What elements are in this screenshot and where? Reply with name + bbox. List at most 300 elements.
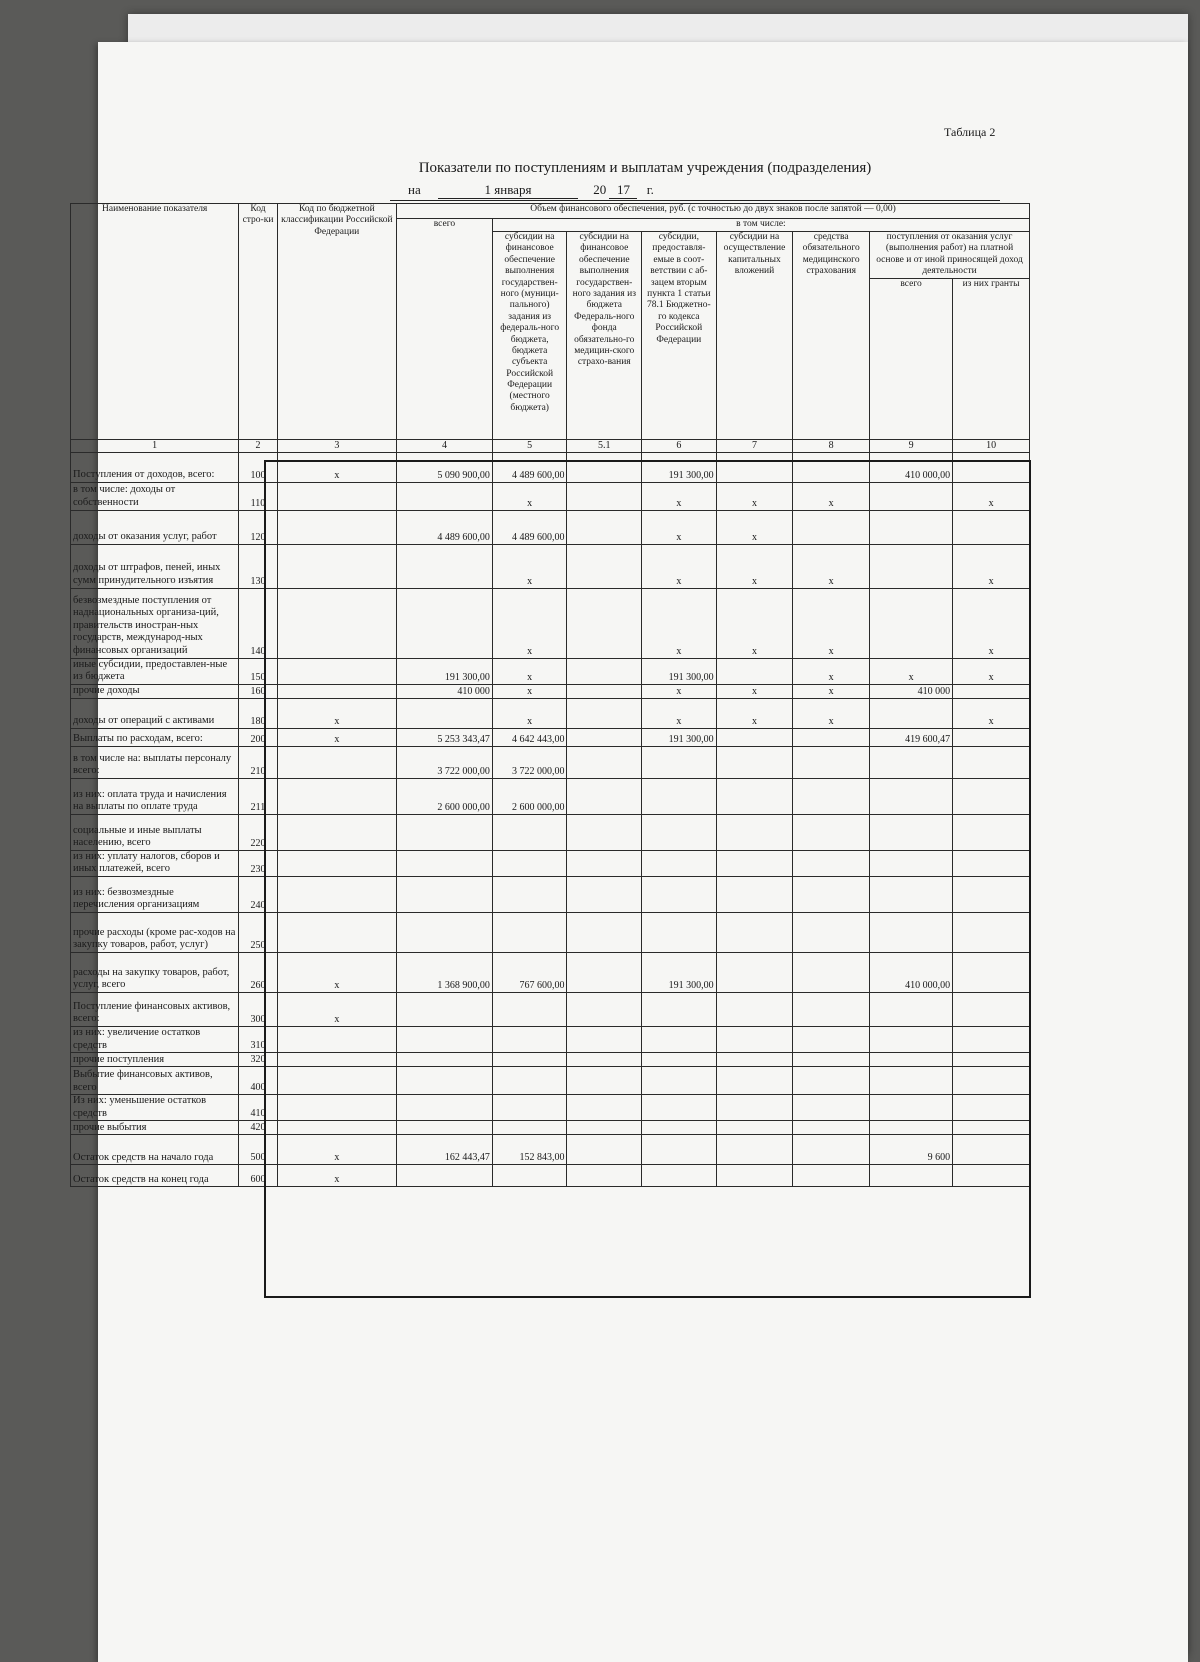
table-row [71,952,1030,992]
table-row [71,876,1030,912]
table-row [71,814,1030,850]
row-kbk: x [277,1165,396,1187]
cell-c9: 410 000 [870,684,953,698]
cell-c7 [716,778,793,814]
cell-c9 [870,1165,953,1187]
cell-c5: 4 489 600,00 [492,510,567,544]
row-code: 600 [239,1165,277,1187]
cell-c7 [716,746,793,778]
table-row [71,1067,1030,1095]
column-number: 10 [953,439,1030,452]
cell-c8 [793,876,870,912]
cell-c10 [953,850,1030,876]
cell-c5 [492,1067,567,1095]
cell-c9 [870,814,953,850]
row-name: Остаток средств на начало года [71,1135,239,1165]
table-row [71,588,1030,658]
cell-c4: 162 443,47 [397,1135,493,1165]
cell-c6 [642,1095,717,1121]
table-row [71,658,1030,684]
cell-c6: x [642,588,717,658]
cell-c8 [793,850,870,876]
cell-c8 [793,1165,870,1187]
cell-c5 [492,912,567,952]
cell-c10 [953,778,1030,814]
cell-c6: x [642,684,717,698]
row-name: Остаток средств на конец года [71,1165,239,1187]
cell-c9: 410 000,00 [870,452,953,482]
row-kbk [277,1121,396,1135]
row-code: 130 [239,544,277,588]
row-name: социальные и иные выплаты населению, всего [71,814,239,850]
cell-c4 [397,482,493,510]
cell-c6 [642,1135,717,1165]
row-kbk [277,1067,396,1095]
cell-c8 [793,510,870,544]
row-code: 420 [239,1121,277,1135]
cell-c51 [567,778,642,814]
cell-c5: x [492,698,567,728]
cell-c9 [870,850,953,876]
cell-c5 [492,1053,567,1067]
header-col-9-group: поступления от оказания услуг (выполнения работ) на платной основе и от иной приносящей доход деятельности [870,232,1030,279]
cell-c7 [716,1135,793,1165]
cell-c9 [870,876,953,912]
cell-c7 [716,1026,793,1052]
row-kbk [277,1095,396,1121]
cell-c10: x [953,482,1030,510]
cell-c5 [492,1026,567,1052]
cell-c5: x [492,544,567,588]
table-row [71,482,1030,510]
cell-c6: 191 300,00 [642,952,717,992]
cell-c10: x [953,658,1030,684]
cell-c6 [642,1165,717,1187]
cell-c9: 9 600 [870,1135,953,1165]
cell-c51 [567,1135,642,1165]
cell-c6 [642,850,717,876]
row-code: 120 [239,510,277,544]
cell-c7: x [716,588,793,658]
cell-c8: x [793,588,870,658]
cell-c8 [793,1121,870,1135]
cell-c9 [870,746,953,778]
cell-c4: 3 722 000,00 [397,746,493,778]
row-name: из них: уплату налогов, сборов и иных платежей, всего [71,850,239,876]
row-kbk [277,658,396,684]
row-code: 180 [239,698,277,728]
header-col-9: всего [870,278,953,439]
cell-c9 [870,482,953,510]
column-number: 4 [397,439,493,452]
table-row [71,1026,1030,1052]
cell-c9 [870,1095,953,1121]
row-name: из них: увеличение остатков средств [71,1026,239,1052]
cell-c8: x [793,698,870,728]
cell-c5: 4 642 443,00 [492,728,567,746]
row-name: из них: оплата труда и начисления на выплаты по оплате труда [71,778,239,814]
row-code: 240 [239,876,277,912]
row-code: 310 [239,1026,277,1052]
cell-c8 [793,1135,870,1165]
table-row [71,510,1030,544]
row-name: доходы от оказания услуг, работ [71,510,239,544]
row-code: 400 [239,1067,277,1095]
cell-c5: x [492,482,567,510]
cell-c5 [492,1165,567,1187]
date-year: 17 [609,182,637,199]
cell-c4: 5 090 900,00 [397,452,493,482]
row-code: 160 [239,684,277,698]
cell-c4 [397,992,493,1026]
cell-c51 [567,912,642,952]
cell-c5 [492,850,567,876]
row-name: Поступления от доходов, всего: [71,452,239,482]
cell-c7: x [716,684,793,698]
header-col-6: субсидии, предоставля-емые в соот-ветствии с аб-зацем вторым пункта 1 статьи 78.1 Бюджетно-го кодекса Российской Федерации [642,232,717,440]
cell-c10 [953,1067,1030,1095]
row-name: безвозмездные поступления от наднациональных организа-ций, правительств иностран-ных государств, международ-ных финансовых организаций [71,588,239,658]
table-row [71,912,1030,952]
cell-c8 [793,728,870,746]
row-kbk [277,778,396,814]
table-row [71,1053,1030,1067]
cell-c4 [397,1053,493,1067]
table-row [71,850,1030,876]
row-code: 200 [239,728,277,746]
table-row [71,1165,1030,1187]
cell-c4 [397,544,493,588]
document-title: Показатели по поступлениям и выплатам учреждения (подразделения) [418,160,872,176]
column-number: 7 [716,439,793,452]
cell-c4 [397,850,493,876]
cell-c6 [642,1067,717,1095]
cell-c9 [870,1026,953,1052]
cell-c51 [567,588,642,658]
cell-c4 [397,588,493,658]
cell-c7 [716,728,793,746]
cell-c5 [492,876,567,912]
cell-c4 [397,814,493,850]
cell-c10 [953,1165,1030,1187]
row-name: прочие расходы (кроме рас-ходов на закупку товаров, работ, услуг) [71,912,239,952]
cell-c4: 1 368 900,00 [397,952,493,992]
cell-c6 [642,814,717,850]
row-kbk [277,544,396,588]
cell-c51 [567,850,642,876]
cell-c6 [642,1053,717,1067]
cell-c10 [953,912,1030,952]
cell-c10: x [953,698,1030,728]
row-kbk [277,876,396,912]
table-row [71,1135,1030,1165]
row-code: 230 [239,850,277,876]
cell-c7 [716,1121,793,1135]
cell-c7 [716,658,793,684]
cell-c4 [397,1165,493,1187]
row-name: Выплаты по расходам, всего: [71,728,239,746]
row-name: прочие выбытия [71,1121,239,1135]
row-name: доходы от операций с активами [71,698,239,728]
header-col-8: средства обязательного медицинского страхования [793,232,870,440]
column-number: 5 [492,439,567,452]
cell-c5: x [492,658,567,684]
cell-c6 [642,876,717,912]
header-volume: Объем финансового обеспечения, руб. (с точностью до двух знаков после запятой — 0,00) [397,204,1030,219]
cell-c51 [567,1095,642,1121]
cell-c5: x [492,684,567,698]
table-row [71,1121,1030,1135]
cell-c51 [567,876,642,912]
cell-c5: 4 489 600,00 [492,452,567,482]
row-code: 140 [239,588,277,658]
finance-table [70,203,1030,1187]
row-kbk [277,850,396,876]
row-name: из них: безвозмездные перечисления организациям [71,876,239,912]
cell-c5 [492,1121,567,1135]
cell-c8 [793,952,870,992]
cell-c10 [953,992,1030,1026]
cell-c4 [397,876,493,912]
cell-c6 [642,746,717,778]
cell-c7: x [716,510,793,544]
cell-c51 [567,814,642,850]
cell-c8 [793,452,870,482]
cell-c8: x [793,684,870,698]
cell-c51 [567,1121,642,1135]
cell-c6 [642,912,717,952]
column-number-row [71,439,1030,452]
cell-c4: 5 253 343,47 [397,728,493,746]
cell-c7 [716,814,793,850]
cell-c5 [492,1095,567,1121]
cell-c9: x [870,658,953,684]
cell-c5 [492,814,567,850]
cell-c10 [953,452,1030,482]
row-code: 211 [239,778,277,814]
cell-c7 [716,952,793,992]
cell-c4 [397,912,493,952]
cell-c51 [567,698,642,728]
cell-c5: 767 600,00 [492,952,567,992]
cell-c5: 152 843,00 [492,1135,567,1165]
cell-c9 [870,588,953,658]
cell-c8 [793,814,870,850]
cell-c51 [567,952,642,992]
cell-c51 [567,452,642,482]
cell-c4: 2 600 000,00 [397,778,493,814]
cell-c4: 410 000 [397,684,493,698]
cell-c9 [870,992,953,1026]
cell-c5: 3 722 000,00 [492,746,567,778]
cell-c7 [716,1095,793,1121]
cell-c6: 191 300,00 [642,728,717,746]
column-number: 1 [71,439,239,452]
cell-c6 [642,992,717,1026]
cell-c9 [870,912,953,952]
row-kbk: x [277,698,396,728]
header-rule [390,200,1000,201]
row-code: 110 [239,482,277,510]
header-col-7: субсидии на осуществление капитальных вложений [716,232,793,440]
cell-c10 [953,1121,1030,1135]
cell-c51 [567,1053,642,1067]
cell-c7 [716,992,793,1026]
table-row [71,728,1030,746]
column-number: 5.1 [567,439,642,452]
cell-c4 [397,1121,493,1135]
cell-c8 [793,1053,870,1067]
table-row [71,778,1030,814]
cell-c10 [953,814,1030,850]
cell-c10 [953,1026,1030,1052]
row-code: 320 [239,1053,277,1067]
row-kbk [277,684,396,698]
cell-c7 [716,1053,793,1067]
cell-c10: x [953,588,1030,658]
cell-c6: x [642,698,717,728]
cell-c5: x [492,588,567,658]
header-total: всего [397,219,493,440]
cell-c8 [793,1067,870,1095]
cell-c7: x [716,482,793,510]
table-row [71,746,1030,778]
table-row [71,684,1030,698]
cell-c8 [793,778,870,814]
cell-c6: x [642,544,717,588]
cell-c8 [793,1095,870,1121]
cell-c51 [567,684,642,698]
row-kbk: x [277,1135,396,1165]
cell-c7: x [716,698,793,728]
column-number: 6 [642,439,717,452]
header-col-5-1: субсидии на финансовое обеспечение выполнения государствен-ного задания из бюджета Федераль-ного фонда обязательно-го медицин-ского страхо-вания [567,232,642,440]
cell-c51 [567,1165,642,1187]
cell-c7 [716,452,793,482]
cell-c8: x [793,482,870,510]
header-kbk: Код по бюджетной классификации Российской Федерации [277,204,396,440]
row-kbk [277,912,396,952]
header-code: Код стро-ки [239,204,277,440]
header-name: Наименование показателя [71,204,239,440]
row-kbk [277,510,396,544]
cell-c5: 2 600 000,00 [492,778,567,814]
cell-c9: 410 000,00 [870,952,953,992]
cell-c10 [953,746,1030,778]
cell-c7 [716,876,793,912]
cell-c6 [642,1026,717,1052]
cell-c51 [567,658,642,684]
row-kbk [277,1026,396,1052]
row-code: 100 [239,452,277,482]
row-name: в том числе: доходы от собственности [71,482,239,510]
table-row [71,992,1030,1026]
cell-c6: 191 300,00 [642,452,717,482]
row-code: 250 [239,912,277,952]
cell-c51 [567,746,642,778]
row-kbk [277,746,396,778]
cell-c10 [953,952,1030,992]
cell-c9: 419 600,47 [870,728,953,746]
row-code: 210 [239,746,277,778]
cell-c10: x [953,544,1030,588]
cell-c10 [953,876,1030,912]
date-year-prefix: 20 [593,182,607,197]
cell-c9 [870,1067,953,1095]
cell-c10 [953,684,1030,698]
row-code: 300 [239,992,277,1026]
cell-c8 [793,746,870,778]
cell-c6: x [642,482,717,510]
row-code: 260 [239,952,277,992]
row-kbk: x [277,452,396,482]
cell-c4 [397,1095,493,1121]
cell-c10 [953,1095,1030,1121]
column-number: 9 [870,439,953,452]
cell-c6: x [642,510,717,544]
cell-c51 [567,482,642,510]
header-col-5: субсидии на финансовое обеспечение выполнения государствен-ного (муници-пального) задания из федераль-ного бюджета, бюджета субъекта Российской Федерации (местного бюджета) [492,232,567,440]
cell-c7 [716,850,793,876]
row-name: прочие поступления [71,1053,239,1067]
row-name: Выбытие финансовых активов, всего [71,1067,239,1095]
cell-c8 [793,1026,870,1052]
cell-c4: 4 489 600,00 [397,510,493,544]
row-code: 150 [239,658,277,684]
cell-c4 [397,698,493,728]
cell-c9 [870,1121,953,1135]
column-number: 8 [793,439,870,452]
cell-c4 [397,1026,493,1052]
header-including: в том числе: [492,219,1029,232]
cell-c8 [793,992,870,1026]
cell-c9 [870,510,953,544]
cell-c10 [953,510,1030,544]
table-row [71,698,1030,728]
row-name: доходы от штрафов, пеней, иных сумм принудительного изъятия [71,544,239,588]
cell-c5 [492,992,567,1026]
cell-c6 [642,1121,717,1135]
cell-c10 [953,1135,1030,1165]
row-kbk: x [277,728,396,746]
row-kbk [277,482,396,510]
cell-c8: x [793,658,870,684]
row-code: 500 [239,1135,277,1165]
row-name: прочие доходы [71,684,239,698]
date-prefix: на [408,182,421,197]
cell-c6 [642,778,717,814]
row-kbk [277,814,396,850]
table-row [71,1095,1030,1121]
row-name: в том числе на: выплаты персоналу всего: [71,746,239,778]
row-name: иные субсидии, предоставлен-ные из бюджета [71,658,239,684]
cell-c51 [567,728,642,746]
cell-c9 [870,698,953,728]
row-kbk [277,1053,396,1067]
column-number: 2 [239,439,277,452]
cell-c51 [567,510,642,544]
cell-c51 [567,1026,642,1052]
cell-c10 [953,1053,1030,1067]
cell-c4: 191 300,00 [397,658,493,684]
table-row [71,452,1030,482]
date-line [408,182,654,199]
date-day: 1 января [438,182,578,199]
column-number: 3 [277,439,396,452]
date-suffix: г. [646,182,654,197]
cell-c7 [716,1165,793,1187]
row-code: 220 [239,814,277,850]
